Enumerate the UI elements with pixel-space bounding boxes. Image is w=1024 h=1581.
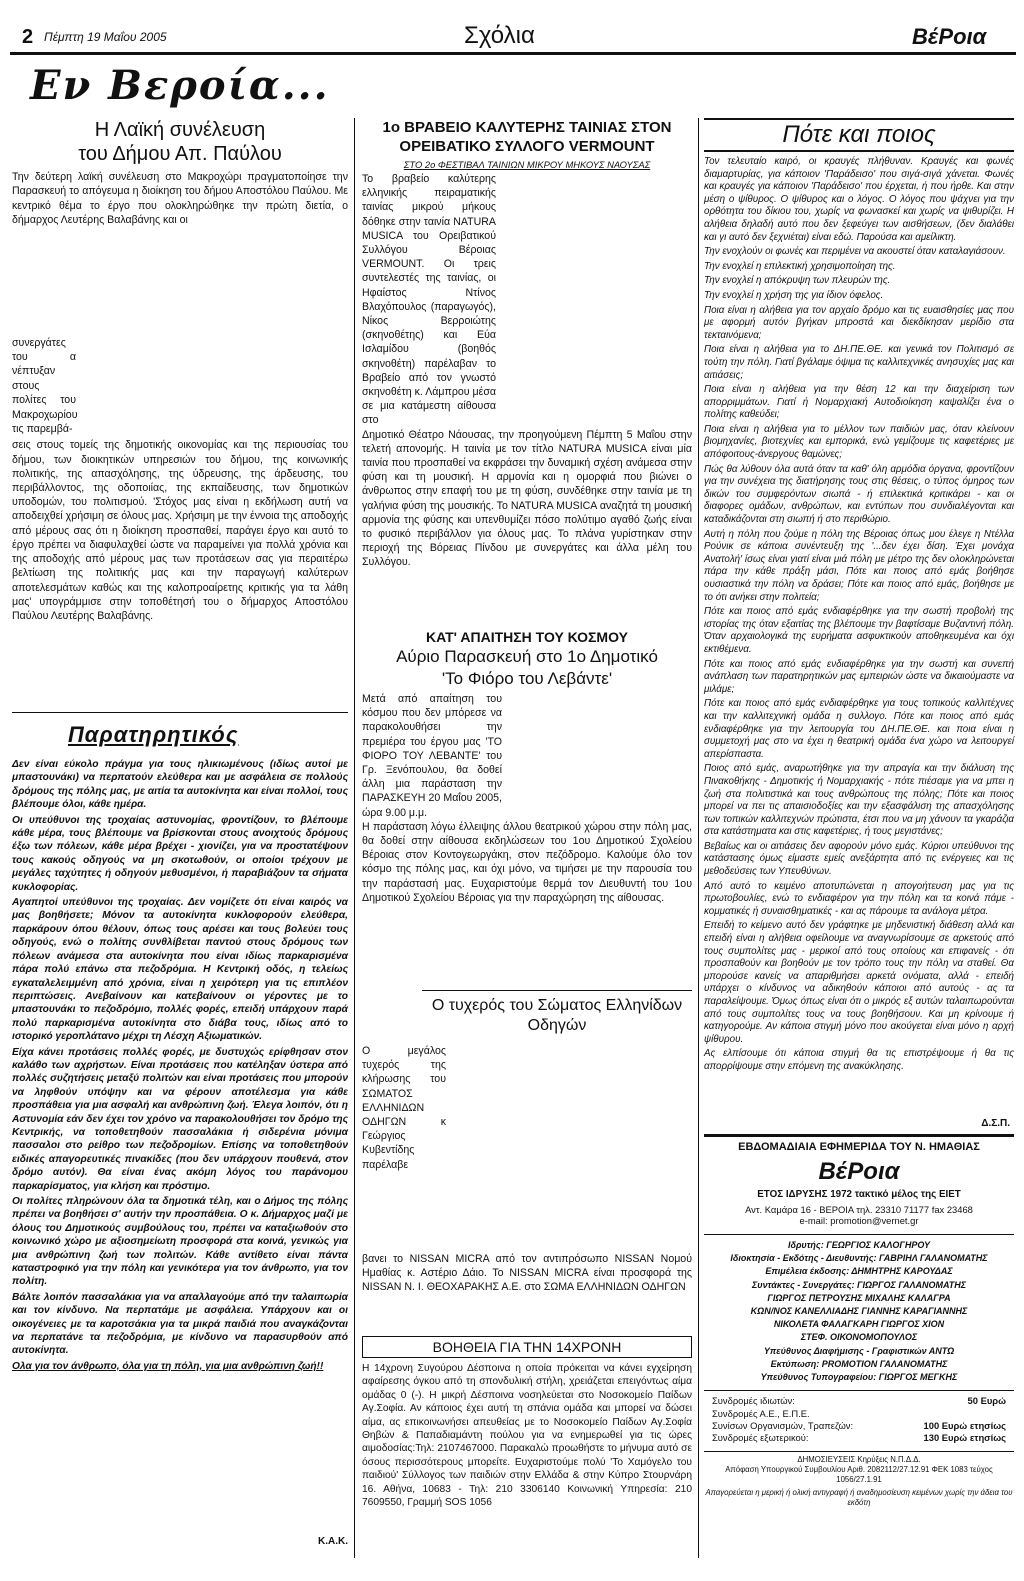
imprint-address: Αντ. Καμάρα 16 - ΒΕΡΟΙΑ τηλ. 23310 71177 fax 23468 [745, 1204, 973, 1215]
sub-label: Συνδρομές ιδιωτών: [712, 1395, 795, 1407]
column-text [12, 758, 348, 1375]
column-right [704, 118, 1014, 1558]
column-para: Δεν είναι εύκολο πράγμα για τους ηλικιωμένους (ιδίως αυτοί με μπαστουνάκι) να περπατούν ελεύθερα και με ασφάλεια σε πολλούς δρόμους της πόλης μας, με αιτία τα αυτοκίνητα και είναι πολλοί, τους βλέπουμε όλοι, κάθε ημέρα. [12, 759, 348, 811]
article-title-2: του Δήμου Απ. Παύλου [78, 143, 282, 165]
column-para: Αγαπητοί υπεύθυνοι της τροχαίας. Δεν νομίζετε ότι είναι καιρός να μας βοηθήσετε; Μόνον τα αυτοκίνητα κυκλοφορούν ελεύθερα, παρκάρουν όπου θέλουν, όπως τους αρέσει και τους βολεύει τους οδηγούς, ενώ ο πολίτης συνθλίβεται παντού στους δρόμους των πόλεων ανάμεσα στα αυτοκίνητα που είναι ιδίως παρκαρισμένα πάρα πολύ επάνω στα πεζοδρόμια. Η Κεντρική οδός, η τελείως εγκαταλελειμμένη από χρόνια, είναι η χειρότερη για τις επιπλέον περιπτώσεις. Ανεβαίνουν και κατεβαίνουν οι γέροντες με το μπαστουνάκι το πεζοδρόμιο, πολλές φορές, επειδή υπάρχουν παρά πολύ παρκαρισμένα αυτοκίνητα στο διάβα τους, ιδίως από το ιστορικό γεροπλάτανο μέχρι τη Λέσχη Αξιωματικών. [12, 897, 348, 1043]
editorial-body [704, 156, 1014, 1074]
editorial-para: Ας ελπίσουμε ότι κάποια στιγμή θα τις επιστρέψουμε ή θα τις απορρίψουμε στην επόμενη της ανακύκλησης. [704, 1048, 1014, 1072]
imprint-email: e-mail: promotion@vernet.gr [799, 1215, 919, 1226]
column-left [12, 118, 348, 1558]
page-number: 2 [22, 26, 34, 48]
staff-line: Υπεύθυνος Διαφήμισης - Γραφιστικών ΑΝΤΩ [763, 1345, 955, 1356]
play-kicker: ΚΑΤ' ΑΠΑΙΤΗΣΗ ΤΟΥ ΚΟΣΜΟΥ [426, 629, 628, 645]
sub-label: Συνίσων Οργανισμών, Τραπεζών: [712, 1420, 854, 1432]
staff-line: ΣΤΕΦ. ΟΙΚΟΝΟΜΟΠΟΥΛΟΣ [800, 1332, 918, 1343]
editorial-para: Πότε και ποιος από εμάς ενδιαφέρθηκε για την σωστή και συνεπή ανάπλαση των παρατηρητικών μας εμπειριών ώστε να δικαιούμαστε να μιλάμε; [704, 658, 1014, 695]
column-middle [362, 118, 692, 1558]
banner-title: Εν Βεροία... [30, 62, 330, 109]
section-title: Σχόλια [464, 22, 535, 49]
award-narrow: Το βραβείο καλύτερης ελληνικής πειραματικής ταινίας μικρού μήκους δόθηκε στην ταινία NATURA MUSICA του Ορειβατικού Συλλόγου Βέροιας VERMOUNT. Οι τρεις συντελεστές της ταινίας, οι Ηφαίστος Ντίνος Βλαχόπουλος (παραγωγός), Νίκος Βερροιώτης (σκηνοθέτης) και Εύα Ισλαμίδου (βοηθός σκηνοθέτη) παρέλαβαν το Βραβείο από τον γνωστό σκηνοθέτη κ. Λάμπρου μέσα σε μια κατάμεστη αίθουσα στο [362, 173, 496, 427]
blood-title: ΒΟΗΘΕΙΑ ΓΙΑ ΤΗΝ 14ΧΡΟΝΗ [362, 1336, 692, 1358]
banner [30, 62, 590, 112]
sub-row [712, 1432, 1006, 1444]
header-rule [10, 52, 1016, 55]
editorial-para: Πότε και ποιος από εμάς ενδιαφέρθηκε για την σωστή προβολή της ιστορίας της όταν εξαιτίας της βλέπουμε την βαφτίσαμε Βυζαντινή πόλη. Όταν αρχαιολογικά της ευρήματα ασφυκτικούν αποθηκευμένα και όχι εκτιθέμενα. [704, 606, 1014, 655]
editorial-para: Ποιος από εμάς, αναρωτήθηκε για την απραγία και την διάλυση της Πινακοθήκης - Δημοτικής ή Νομαρχιακής - πότε πιέσαμε για να μπει η ζωή στα πολιτιστικά και τους ανθρώπους της πόλης; Πότε και ποιος μπορεί να πει τις απαισιοδοξίες και την εξασφάλιση της απασχόλησης των τοπικών καλλιτεχνών πρώτιστα, έτσι που να μη χάνουν τα γκαράζια στα κατάστηματα και στις καφετέριες, ή τους μεγιστάνες; [704, 763, 1014, 838]
article-body: σεις στους τομείς της δημοτικής οικονομίας και της περιουσίας του δήμου, των διοικητικών υπηρεσιών του δήμου, της κοινωνικής πολιτικής, της απασχόλησης, της ύδρευσης, της άρδευσης, του περιβάλλοντος, της οδοποιίας, της εκπαίδευσης, των δημοτικών υποδομών, του πολιτισμού. 'Στόχος μας είναι η εκδήλωση αυτή να αποδειχθεί χρήσιμη σε όλους μας. Χρήσιμη με την έννοια της αποδοχής από μέρους σας ότι η διοίκηση προσπαθεί, παράγει έργο και αυτό το έργο πρέπει να διαφυλαχθεί ώστε να παραμείνει για πολλά χρόνια και της αποδοχής από μέρους μας των προτάσεων σας για περαιτέρω βελτίωση της πολιτικής μας και την παραγωγή καλύτερων αποτελεσμάτων καθώς και της καλοπροαίρετης κριτικής για τα λάθη μας' υπογράμμισε στην τοποθέτησή του ο δήμαρχος Αποστόλου Παύλου Λευτέρης Βαλαβάνης. [12, 439, 348, 622]
page-header [0, 0, 1024, 52]
column-closing: Ολα για τον άνθρωπο, όλα για τη πόλη, για μια ανθρώπινη ζωή!! [12, 1360, 324, 1372]
column-rule [12, 712, 348, 713]
column-divider [698, 118, 699, 1558]
editorial-para: Την ενοχλεί η επιλεκτική χρησιμοποίηση της. [704, 260, 896, 272]
editorial-para: Πότε και ποιος από εμάς ενδιαφέρθηκε για τους τοπικούς καλλιτέχνες και την καλλιτεχνική ομάδα η συλλογο. Πότε και ποιος από εμάς ενδιαφέρθηκε για την λειτουργία του ΔΗ.ΠΕ.ΘΕ. και ποια είναι η συμμετοχή μας στο να έχει η θεατρική ομάδα ένα χώρο να λειτουργεί απερίσπαστα. [704, 698, 1014, 760]
sub-price: 100 Ευρώ ετησίως [923, 1420, 1006, 1432]
editorial-para: Ποια είναι η αλήθεια για τον αρχαίο δρόμο και τις ευαισθησίες μας που με αφορμή αυτόν βγήκαν μπροστά και διεκδίκησαν μερίδιο στα τεκταινόμενα; [704, 304, 1014, 341]
editorial-para: Ποια είναι η αλήθεια για το ΔΗ.ΠΕ.ΘΕ. και γενικά τον Πολιτισμό σε τούτη την πόλη. Γιατί βγάλαμε όψιμα τις καλλιτεχνικές ανησυχίες μας και αιτιάσεις; [704, 344, 1014, 381]
play-body: Η παράσταση λόγω έλλειψης άλλου θεατρικού χώρου στην πόλη μας, θα δοθεί στην αίθουσα εκδηλώσεων του 1ου Δημοτικού Σχολείου Βέροιας στον Κοντογεωργάκη, στον πεζόδρομο. Καλούμε όλο τον κόσμο της πόλης μας, και όχι μόνο, να τιμήσει με την παρουσία του την παράστασή μας. Ευχαριστούμε θερμά τον Διευθυντή του 1ου Δημοτικού Σχολείου Βέροιας για την παραχώρηση της αίθουσας. [362, 820, 692, 904]
legal-line: Απαγορεύεται η μερική ή ολική αντιγραφή ή αναδημοσίευση κειμένων χωρίς την άδεια του εκδότη [705, 1487, 1013, 1507]
staff-line: ΝΙΚΟΛΕΤΑ ΦΑΛΑΓΚΑΡΗ ΓΙΩΡΓΟΣ ΧΙΟΝ [773, 1319, 945, 1330]
award-subtitle: ΣΤΟ 2ο ΦΕΣΤΙΒΑΛ ΤΑΙΝΙΩΝ ΜΙΚΡΟΥ ΜΗΚΟΥΣ ΝΑΟΥΣΑΣ [403, 159, 651, 170]
play-title-2: 'Το Φιόρο του Λεβάντε' [441, 669, 613, 688]
editorial-para: Πώς θα λύθουν όλα αυτά όταν τα καθ' όλη αρμόδια όργανα, φροντίζουν για την συνέχεια της διατήρησης τους στις θέσεις, ο τύπος όμηρος των δικών του συμφερόντων σιωπά - ή επιλεκτικά κριτικάρει - και οι διαφορες ομάδων, ανθρώπων, και εντύπων που συνδιαλέγονται και καταδικάζονται στη σιωπή ή στο περιθώριο. [704, 463, 1014, 526]
editorial-title: Πότε και ποιος [704, 118, 1014, 152]
column-para: Είχα κάνει προτάσεις πολλές φορές, με δυστυχώς ερίφθησαν στον καλάθο των αχρήστων. Είναι προτάσεις που κατέληξαν ύστερα από πολλές συζητήσεις μεταξύ πολιτών και είναι προτάσεις που μπορούν να ληφθούν υπόψην και να φέρουν αποτέλεσμα για κάθε προσπάθεια για μια ασφαλή και ανθρώπινη ζωή. Έλεγα λοιπόν, ότι η Αστυνομία εάν δεν έχει τον χρόνο να παρακολουθήσει τον δρόμο της Κεντρικής, να τοποθετηθούν πασσαλάκια ή σιδερένια μόνιμα πασσαλοι στο ρείθρο των πεζοδρομίων. Επίσης να τοποθετηθούν ειδικές απαγορευτικές πινακίδες (που δεν υπάρχουν πουθενά, στον δρόμο αυτόν). Θα είναι ένας ακόμη λόγος του παράνομου παρκαρίσματος, για κλήση και πρόστιμο. [12, 1046, 348, 1192]
masthead-logo: ΒέΡοια [912, 24, 987, 49]
column-para: Βάλτε λοιπόν πασσαλάκια για να απαλλαγούμε από την ταλαιπωρία και τον κίνδυνο. Να περπατάμε με ασφάλεια. Υπάρχουν και οι οικογένειες με τα καροτσάκια για τα μικρά παιδιά που αναγκάζονται να περπατάνε τα πεζοδρόμια, με κίνδυνο να παρασυρθούν από αυτοκίνητα. [12, 1291, 348, 1357]
lottery-box-rule [422, 990, 692, 991]
sub-label: Συνδρομές Α.Ε., Ε.Π.Ε. [712, 1407, 810, 1419]
editorial-para: Ποια είναι η αλήθεια για την θέση 12 και την διαχείριση των απορριμμάτων. Γιατί ή Νομαρχιακή Αυτοδιοίκηση καψαλίζει ένα ο πολίτης καθεύδει; [704, 384, 1014, 421]
blood-body: Η 14χρονη Συγούρου Δέσποινα η οποία πρόκειται να κάνει εγχείρηση αφαίρεσης όγκου από τη σπονδυλική στήλη, χρειάζεται επειγόντως αίμα ομάδας 0 (-). Η μικρή Δέσποινα νοσηλεύεται στο Νοσοκομείο Παίδων Αγ.Σοφία. Αν κάποιος έχει αυτή τη σπάνια ομάδα και μπορεί να δώσει αίμα, ας επικοινωνήσει απευθείας με το Νοσοκομείο Παίδων Αγ.Σοφία Θηβών & Παπαδιαμάντη πούλου για να ενημερωθεί για τις ώρες αιμοδοσίας:Τηλ: 2107467000. Παρακαλώ προωθήστε το μήνυμα αυτό σε όσους περισσότερους μπορείτε. Ευχαριστούμε πολύ 'Το Χαμόγελο του παιδιού' Σύλλογος των παιδιών στην Ελλάδα & στην Κύπρο Στουρνάρη 16. Αθήνα, 10683 - Τηλ: 210 3306140 Κοινωνική Υπηρεσία: 210 7609550, Γραμμή SOS 1056 [362, 1363, 692, 1509]
column-divider [354, 118, 355, 1558]
imprint-title: ΕΒΔΟΜΑΔΙΑΙΑ ΕΦΗΜΕΡΙΔΑ ΤΟΥ Ν. ΗΜΑΘΙΑΣ [738, 1141, 980, 1153]
sub-row [712, 1420, 1006, 1432]
staff-line: Ιδρυτής: ΓΕΩΡΓΙΟΣ ΚΑΛΟΓΗΡΟΥ [787, 1240, 930, 1250]
award-title: 1ο ΒΡΑΒΕΙΟ ΚΑΛΥΤΕΡΗΣ ΤΑΙΝΙΑΣ ΣΤΟΝ ΟΡΕΙΒΑΤΙΚΟ ΣΥΛΛΟΓΟ VERMOUNT [382, 119, 672, 155]
column-signature: Κ.Α.Κ. [318, 1536, 348, 1547]
editorial-para: Επειδή το κείμενο αυτό δεν γράφτηκε με μηδενιστική διάθεση αλλά και επειδή είναι η αλήθεια οφείλουμε να αναγνωρίσουμε σε αρκετούς από τους συμπολίτες μας - μερικοί από τους οποίους και επιφανείς - ότι προσπαθούν και βοηθούν με τον τρόπο τους την πόλη να σταθεί. Θα μπορούσε κανείς να απαριθμήσει αρκετά ονόματα, αλλά - επειδή υπάρχει ο κίνδυνος να αδικηθούν κάποιοι από αυτούς - ας τα παραλείψουμε. Όμως όπως είναι ότι ο μικρός εξ αυτών ταλαιπωρούνται από τους συμπολίτες τους να τους βοηθήσουν. Και μη κρίνουμε ή κατηγορούμε. Αν κάποια στιγμή μόνο που ακούγεται είναι μόνο η αρχή ψίθυρου. [704, 920, 1014, 1045]
sub-label: Συνδρομές εξωτερικού: [712, 1432, 809, 1444]
staff-line: ΚΩΝ/ΝΟΣ ΚΑΝΕΛΛΙΑΔΗΣ ΓΙΑΝΝΗΣ ΚΑΡΑΓΙΑΝΝΗΣ [750, 1306, 968, 1317]
imprint-box [704, 1134, 1014, 1561]
issue-date: Πέμπτη 19 Μαΐου 2005 [44, 30, 167, 44]
staff-line: Επιμέλεια έκδοσης: ΔΗΜΗΤΡΗΣ ΚΑΡΟΥΔΑΣ [765, 1266, 953, 1277]
play-title: Αύριο Παρασκευή στο 1ο Δημοτικό [396, 647, 658, 666]
staff-line: Υπεύθυνος Τυπογραφείου: ΓΙΩΡΓΟΣ ΜΕΓΚΗΣ [760, 1372, 958, 1383]
editorial-para: Την ενοχλεί η χρήση της για ίδιον όφελος. [704, 289, 884, 301]
editorial-para: Αυτή η πόλη που ζούμε η πόλη της Βέροιας όπως μου έλεγε η Ντέλλα Ρούνικ σε κάποια συνέντευξη της '...δεν έχει δίση. Έχει μονάχα Ανατολή' ίσως είναι γιατί είναι μιά πόλη με μέτρο της δεν ολοκληρώνεται πάρα την κάθε πράξη μάσι, Πότε και ποιος από εμάς βοήθησε ουσιαστικά την πόλη να δράσει; Πότε και ποιος από εμάς, βοήθησε με το ότι ανήκει στην πολιτεία; [704, 528, 1014, 603]
editorial-para: Την ενοχλεί η απόκρυψη των πλευρών της. [704, 275, 891, 287]
staff-line: Ιδιοκτησία - Εκδότης - Διευθυντής: ΓΑΒΡΙΗΛ ΓΑΛΑΝΟΜΑΤΗΣ [730, 1253, 988, 1264]
legal-line: Απόφαση Υπουργικού Συμβουλίου Αριθ. 2082112/27.12.91 ΦΕΚ 1083 τεύχος 1056/27.1.91 [725, 1464, 993, 1484]
staff-line: ΓΙΩΡΓΟΣ ΠΕΤΡΟΥΣΗΣ ΜΙΧΑΛΗΣ ΚΑΛΑΓΡΑ [767, 1292, 951, 1303]
imprint-year: ΕΤΟΣ ΙΔΡΥΣΗΣ 1972 τακτικό μέλος της ΕΙΕΤ [757, 1189, 961, 1200]
blood-article [362, 1336, 692, 1509]
article-title: Η Λαϊκή συνέλευση [94, 119, 266, 141]
legal-line: ΔΗΜΟΣΙΕΥΣΕΙΣ Κηρύξεις Ν.Π.Δ.Δ. [797, 1454, 921, 1464]
editorial-para: Από αυτό το κειμένο αποτυπώνεται η απογοήτευση μας για τις πρωτοβουλίες, ενώ το ενδιαφέρον για την πόλη και τα κοινά πάμε - κομματικές ή συναισθηματικές - και ας πάρουμε τα ανάλογα μέτρα. [704, 880, 1014, 917]
sub-price: 130 Ευρώ ετησίως [923, 1432, 1006, 1444]
editorial-para: Βεβαίως και οι αιτιάσεις δεν αφορούν μόνο εμάς. Κύριοι υπεύθυνοι της κατάστασης όμως είμαστε εμείς ανεξάρτητα από τις ενέργειες και τις μεθοδεύσεις των Υπευθύνων. [704, 840, 1014, 878]
imprint-logo: ΒέΡοια [818, 1158, 900, 1185]
subscriptions [704, 1390, 1014, 1445]
article-narrow: συνεργάτες του α νέπτυξαν στους πολίτες του Μακροχωρίου τις παρεμβά- [12, 336, 78, 436]
staff-line: Εκτύπωση: PROMOTION ΓΑΛΑΝΟΜΑΤΗΣ [770, 1358, 948, 1369]
play-article [362, 628, 692, 905]
article-intro: Την δεύτερη λαϊκή συνέλευση στο Μακροχώρι πραγματοποίησε την Παρασκευή το απόγευμα η διοίκηση του δήμου Αποστόλου Παύλου. Με κεντρικό θέμα το έργο που ολοκληρώθηκε την πρώτη διετία, ο δήμαρχος Λευτέρης Βαλαβάνης και οι [12, 171, 348, 227]
sub-row [712, 1408, 1006, 1420]
editorial-para: Τον τελευταίο καιρό, οι κραυγές πλήθυναν. Κραυγές και φωνές διαμαρτυρίας, για κάποιον 'Παράδεισο' που σιγά-σιγά χάνεται. Φωνές και κραυγές για κάποιον 'Παράδεισο' που έρχεται, ή που ήρθε. Και στην μέση ο ψίθυρος. Ο ψίθυρος και ο λόγος. Ο λόγος που ψάχνει για την ορθότητα του δίκιου του, χωρίς να φωνασκεί και χωρίς να ψιθυρίζει. Η αλήθεια δηλαδή αυτό που δεν ξεφεύγει των αισθήσεων, (δεν διαλάθει και γι αυτό δεν ξεχνιέται) είναι εδώ. Παρούσα και αμείλικτη. [704, 156, 1014, 243]
editorial-para: Ποια είναι η αλήθεια για το μέλλον των παιδιών μας, όταν κλείνουν βιομηχανίες, βιοτεχνίες και εμπορικά, ενώ γεμίζουμε τις καφετέριες με απόφοιτους-άνεργους θαμώνες; [704, 423, 1014, 461]
staff-list [704, 1234, 1014, 1384]
editorial-signature: Δ.Σ.Π. [981, 1118, 1010, 1129]
play-narrow: Μετά από απαίτηση του κόσμου που δεν μπόρεσε να παρακολουθήσει την πρεμιέρα του έργου μας 'ΤΟ ΦΙΟΡΟ ΤΟΥ ΛΕΒΑΝΤΕ' του Γρ. Ξενόπουλου, θα δοθεί άλλη μια παράσταση την ΠΑΡΑΣΚΕΥΗ 20 Μαΐου 2005, ώρα 9.00 μ.μ. [362, 693, 502, 819]
legal-notes [704, 1451, 1014, 1508]
column-para: Οι υπεύθυνοι της τροχαίας αστυνομίας, φροντίζουν, το βλέπουμε κάθε μέρα, τους βλέπουμε να βρίσκονται στους ανοιχτούς δρόμους έξω των πόλεων, κάθε μέρα βρέχει - χιονίζει, για να προστατέψουν τους κακούς οδηγούς να μη σκοτωθούν, οι οποίοι τρέχουν με μεγάλες ταχύτητες ή οδηγούν μεθυσμένοι, ή παραβιάζουν τα σήματα κυκλοφορίας. [12, 814, 348, 893]
staff-line: Συντάκτες - Συνεργάτες: ΓΙΩΡΓΟΣ ΓΑΛΑΝΟΜΑΤΗΣ [751, 1279, 967, 1290]
editorial-para: Την ενοχλούν οι φωνές και περιμένει να ακουστεί όταν καταλαγιάσουν. [704, 246, 1006, 258]
award-body: Δημοτικό Θέατρο Νάουσας, την προηγούμενη Πέμπτη 5 Μαΐου στην τελετή απονομής. Η ταινία με τον τίτλο NATURA MUSICA είναι μία ταινία που προσπαθεί να εκφράσει την δυναμική σχέση ανάμεσα στην φύση και τη μουσική. Η αρμονία και η ομορφιά που βιώνει ο άνθρωπος στην επαφή του με τη φύση, συνδέθηκε στην ταινία με τη γαλήνια φύση της μουσικής. Το NATURA MUSICA αναζητά τη μουσική αρμονία της φύσης και υπενθυμίζει πόσο πολύτιμο αγαθό ζωής είναι το φυσικό περιβάλλον για όλους μας. Το πλάνα γυρίστηκαν στην περιοχή της Βόρειας Πίνδου με συνεργάτες και άλλα μέλη του Συλλόγου. [362, 428, 692, 569]
lottery-title: Ο τυχερός του Σώματος Ελληνίδων Οδηγών [431, 997, 683, 1034]
column-name: Παρατηρητικός [68, 722, 239, 747]
sub-row [712, 1395, 1006, 1407]
lottery-narrow: Ο μεγάλος τυχερός της κλήρωσης του ΣΩΜΑΤΟΣ ΕΛΛΗΝΙΔΩΝ ΟΔΗΓΩΝ κ Γεώργιος Κυβεντίδης παρέλαβε [362, 1045, 446, 1171]
lottery-body: βανει το NISSAN MICRA από τον αντιπρόσωπο NISSAN Νομού Ημαθίας κ. Αστέριο Δάιο. Το NISSAN MICRA είναι προσφορά της NISSAN Ν. Ι. ΘΕΟΧΑΡΑΚΗΣ Α.Ε. στο ΣΩΜΑ ΕΛΛΗΝΙΔΩΝ ΟΔΗΓΩΝ [362, 1253, 692, 1294]
sub-price: 50 Ευρώ [967, 1395, 1006, 1407]
column-para: Οι πολίτες πληρώνουν όλα τα δημοτικά τέλη, και ο Δήμος της πόλης πρέπει να βοηθήσει σ' αυτήν την προσπάθεια. Ο κ. Δήμαρχος μαζί με όλους του Δημοτικούς συμβούλους του, πρέπει να καταξιωθούν στο κοινωνικό χώρο με αξιοσημείωτη προσφορά στα κοινά, γενικώς για μια ανθρώπινη ζωή των πολιτών. Κάθε αντίθετο είναι πάντα καταστροφικό για την πόλη και γενικότερα για τον άνθρωπο, για τον πολίτη. [12, 1196, 348, 1288]
